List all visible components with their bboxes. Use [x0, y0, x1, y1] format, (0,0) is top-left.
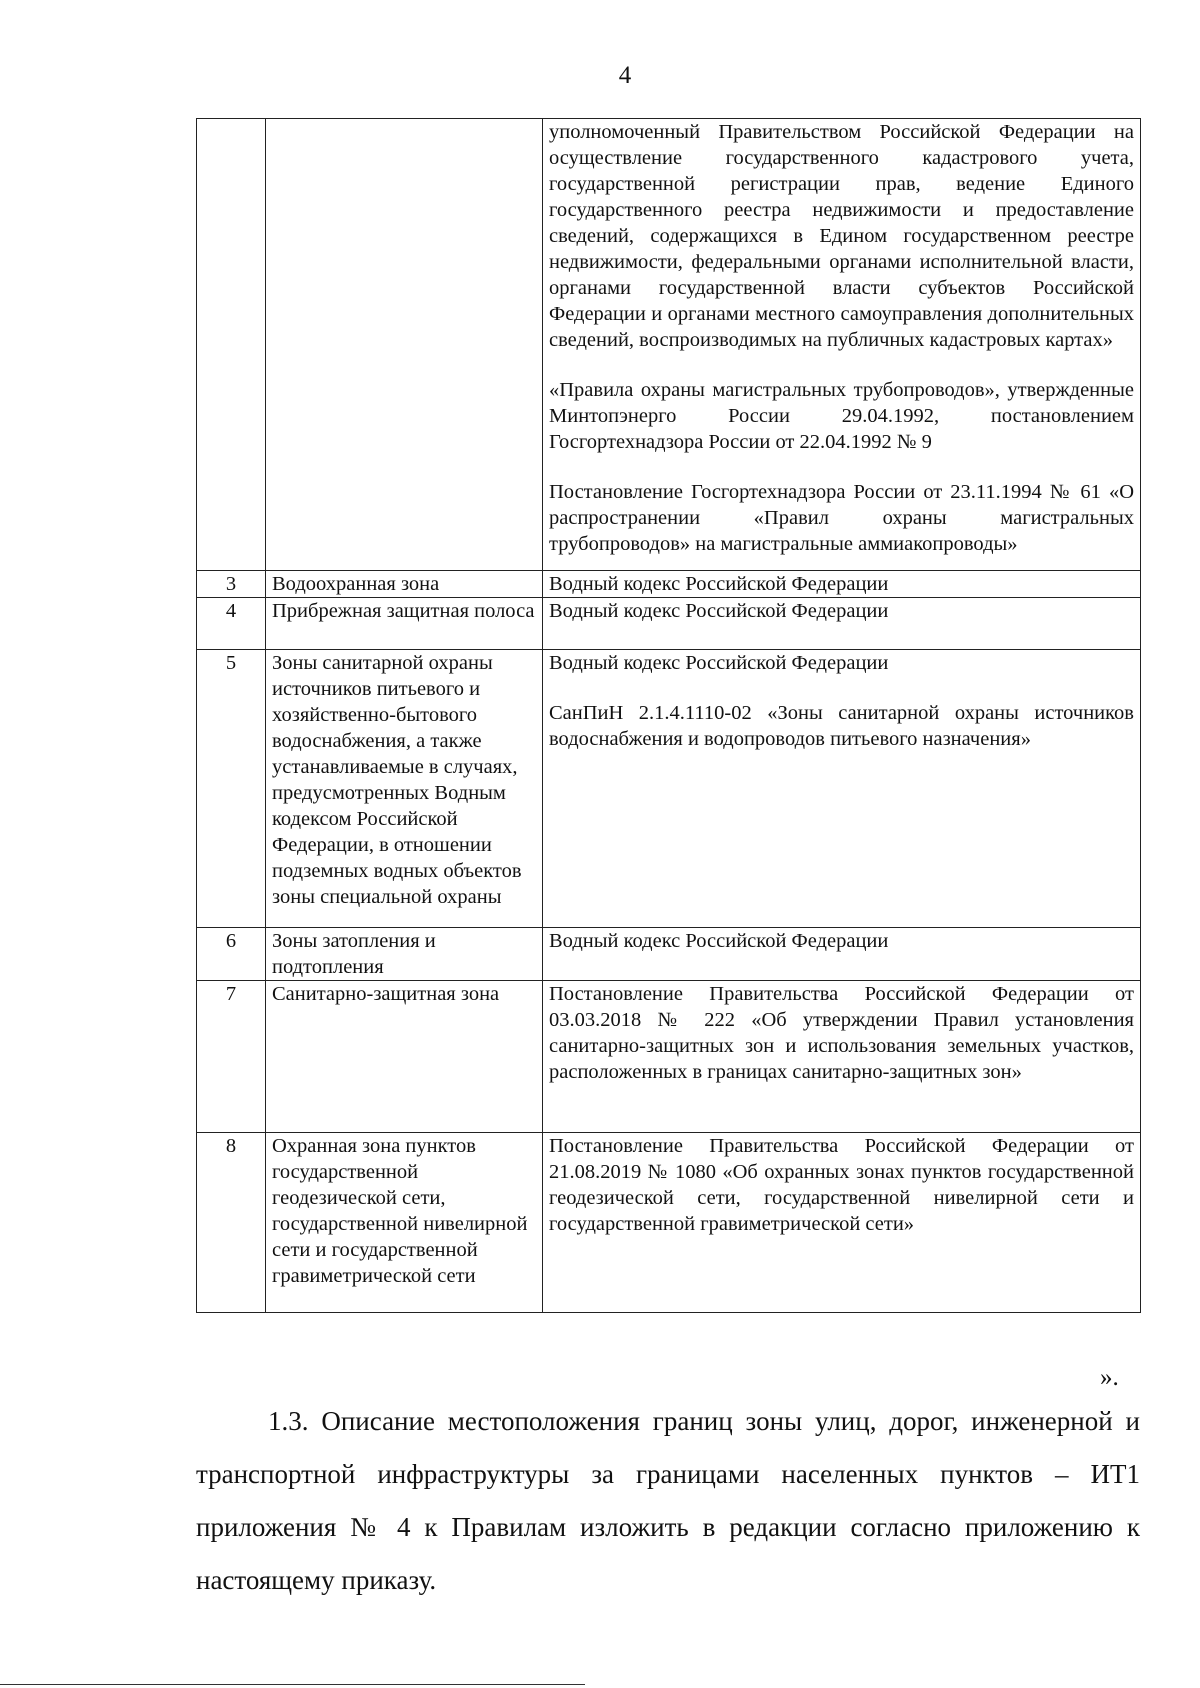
- normative-documents: [543, 119, 1141, 571]
- zone-name: Охранная зона пунктов государственной геодезической сети, государственной нивелирной сети и государственной гравиметрической сети: [266, 1133, 543, 1313]
- table-row: [197, 571, 1141, 598]
- zone-name: Прибрежная защитная полоса: [266, 598, 543, 650]
- normative-documents: [543, 598, 1141, 650]
- normative-documents: [543, 1133, 1141, 1313]
- document-text: Постановление Правительства Российской Федерации от 21.08.2019 № 1080 «Об охранных зонах пунктов государственной геодезической сети, государственной нивелирной сети и государственной гравиметрической сети»: [549, 1135, 1134, 1235]
- zones-table: [196, 118, 1141, 1313]
- closing-quote-mark: ».: [1100, 1364, 1119, 1391]
- page-number: 4: [618, 62, 632, 89]
- document-text: Водный кодекс Российской Федерации: [549, 600, 889, 622]
- table-row: [197, 598, 1141, 650]
- document-text: СанПиН 2.1.4.1110-02 «Зоны санитарной охраны источников водоснабжения и водопроводов питьевого назначения»: [549, 702, 1134, 750]
- table-row: [197, 1133, 1141, 1313]
- row-number: 8: [197, 1133, 266, 1313]
- document-text: уполномоченный Правительством Российской Федерации на осуществление государственного кадастрового учета, государственной регистрации прав, ведение Единого государственного реестра недвижимости и предоставление сведений, содержащихся в Едином государственном реестре недвижимости, федеральными органами исполнительной власти, органами государственной власти субъектов Российской Федерации и органами местного самоуправления дополнительных сведений, воспроизводимых на публичных кадастровых картах»: [549, 121, 1134, 351]
- zone-name: [266, 119, 543, 571]
- document-text: Постановление Правительства Российской Федерации от 03.03.2018 № 222 «Об утверждении Правил установления санитарно-защитных зон и использования земельных участков, расположенных в границах санитарно-защитных зон»: [549, 983, 1134, 1083]
- footer-divider: [0, 1684, 585, 1685]
- normative-documents: [543, 571, 1141, 598]
- row-number: 5: [197, 650, 266, 928]
- zone-name: Санитарно-защитная зона: [266, 981, 543, 1133]
- document-text: Водный кодекс Российской Федерации: [549, 652, 889, 674]
- row-number: 4: [197, 598, 266, 650]
- row-number: 7: [197, 981, 266, 1133]
- table-row-continuation: [197, 119, 1141, 571]
- normative-documents: [543, 981, 1141, 1133]
- table-row: [197, 650, 1141, 928]
- document-text: Постановление Госгортехнадзора России от 23.11.1994 № 61 «О распространении «Правил охраны магистральных трубопроводов» на магистральные аммиакопроводы»: [549, 481, 1134, 555]
- row-number: 3: [197, 571, 266, 598]
- zone-name: Зоны затопления и подтопления: [266, 928, 543, 981]
- row-number: 6: [197, 928, 266, 981]
- document-text: Водный кодекс Российской Федерации: [549, 573, 889, 595]
- row-number: [197, 119, 266, 571]
- zone-name: Водоохранная зона: [266, 571, 543, 598]
- table-row: [197, 981, 1141, 1133]
- normative-documents: [543, 650, 1141, 928]
- zone-name: Зоны санитарной охраны источников питьевого и хозяйственно-бытового водоснабжения, а также устанавливаемые в случаях, предусмотренных Водным кодексом Российской Федерации, в отношении подземных водных объектов зоны специальной охраны: [266, 650, 543, 928]
- document-text: Водный кодекс Российской Федерации: [549, 930, 889, 952]
- paragraph-1-3: 1.3. Описание местоположения границ зоны улиц, дорог, инженерной и транспортной инфраструктуры за границами населенных пунктов – ИТ1 приложения № 4 к Правилам изложить в редакции согласно приложению к настоящему приказу.: [196, 1406, 1140, 1595]
- table-row: [197, 928, 1141, 981]
- normative-documents: [543, 928, 1141, 981]
- document-text: «Правила охраны магистральных трубопроводов», утвержденные Минтопэнерго России 29.04.1992, постановлением Госгортехнадзора России от 22.04.1992 № 9: [549, 379, 1134, 453]
